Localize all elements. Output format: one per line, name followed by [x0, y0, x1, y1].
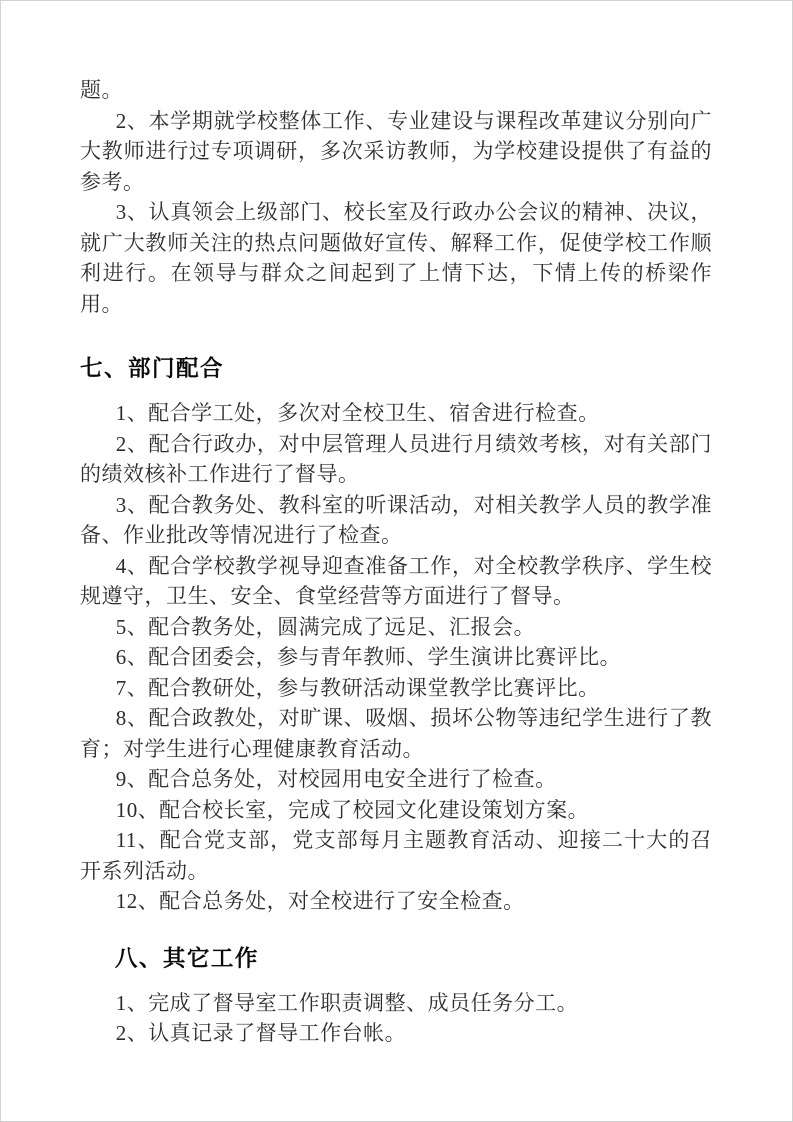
list-paragraph: 10、配合校长室，完成了校园文化建设策划方案。	[115, 797, 590, 822]
list-paragraph: 6、配合团委会，参与青年教师、学生演讲比赛评比。	[115, 645, 622, 669]
list-paragraph: 9、配合总务处，对校园用电安全进行了检查。	[115, 767, 557, 791]
list-paragraph: 2、认真记录了督导工作台帐。	[115, 1021, 407, 1045]
list-paragraph: 2、配合行政办，对中层管理人员进行月绩效考核，对有关部门的绩效核补工作进行了督导。	[80, 431, 712, 486]
section-heading-7: 七、部门配合	[80, 356, 225, 381]
list-paragraph: 1、配合学工处，多次对全校卫生、宿舍进行检查。	[115, 401, 600, 425]
list-paragraph: 5、配合教务处，圆满完成了远足、汇报会。	[115, 614, 536, 639]
list-paragraph: 12、配合总务处，对全校进行了安全检查。	[115, 889, 525, 913]
list-paragraph: 11、配合党支部，党支部每月主题教育活动、迎接二十大的召开系列活动。	[80, 828, 712, 883]
list-paragraph: 3、配合教务处、教科室的听课活动，对相关教学人员的教学准备、作业批改等情况进行了检查。	[80, 492, 712, 547]
list-paragraph: 7、配合教研处，参与教研活动课堂教学比赛评比。	[115, 675, 600, 700]
section-heading-8: 八、其它工作	[114, 945, 259, 971]
paragraph-continuation: 题。	[80, 78, 123, 102]
list-paragraph: 8、配合政教处，对旷课、吸烟、损坏公物等违纪学生进行了教育；对学生进行心理健康教育活动。	[80, 706, 712, 761]
list-paragraph: 1、完成了督导室工作职责调整、成员任务分工。	[115, 990, 579, 1015]
paragraph: 3、认真领会上级部门、校长室及行政办公会议的精神、决议，就广大教师关注的热点问题做好宣传、解释工作，促使学校工作顺利进行。在领导与群众之间起到了上情下达，下情上传的桥梁作用。	[80, 200, 712, 316]
list-paragraph: 4、配合学校教学视导迎查准备工作，对全校教学秩序、学生校规遵守，卫生、安全、食堂经营等方面进行了督导。	[80, 553, 712, 608]
document-body	[80, 75, 712, 1049]
paragraph: 2、本学期就学校整体工作、专业建设与课程改革建议分别向广大教师进行过专项调研，多次采访教师，为学校建设提供了有益的参考。	[80, 108, 712, 194]
